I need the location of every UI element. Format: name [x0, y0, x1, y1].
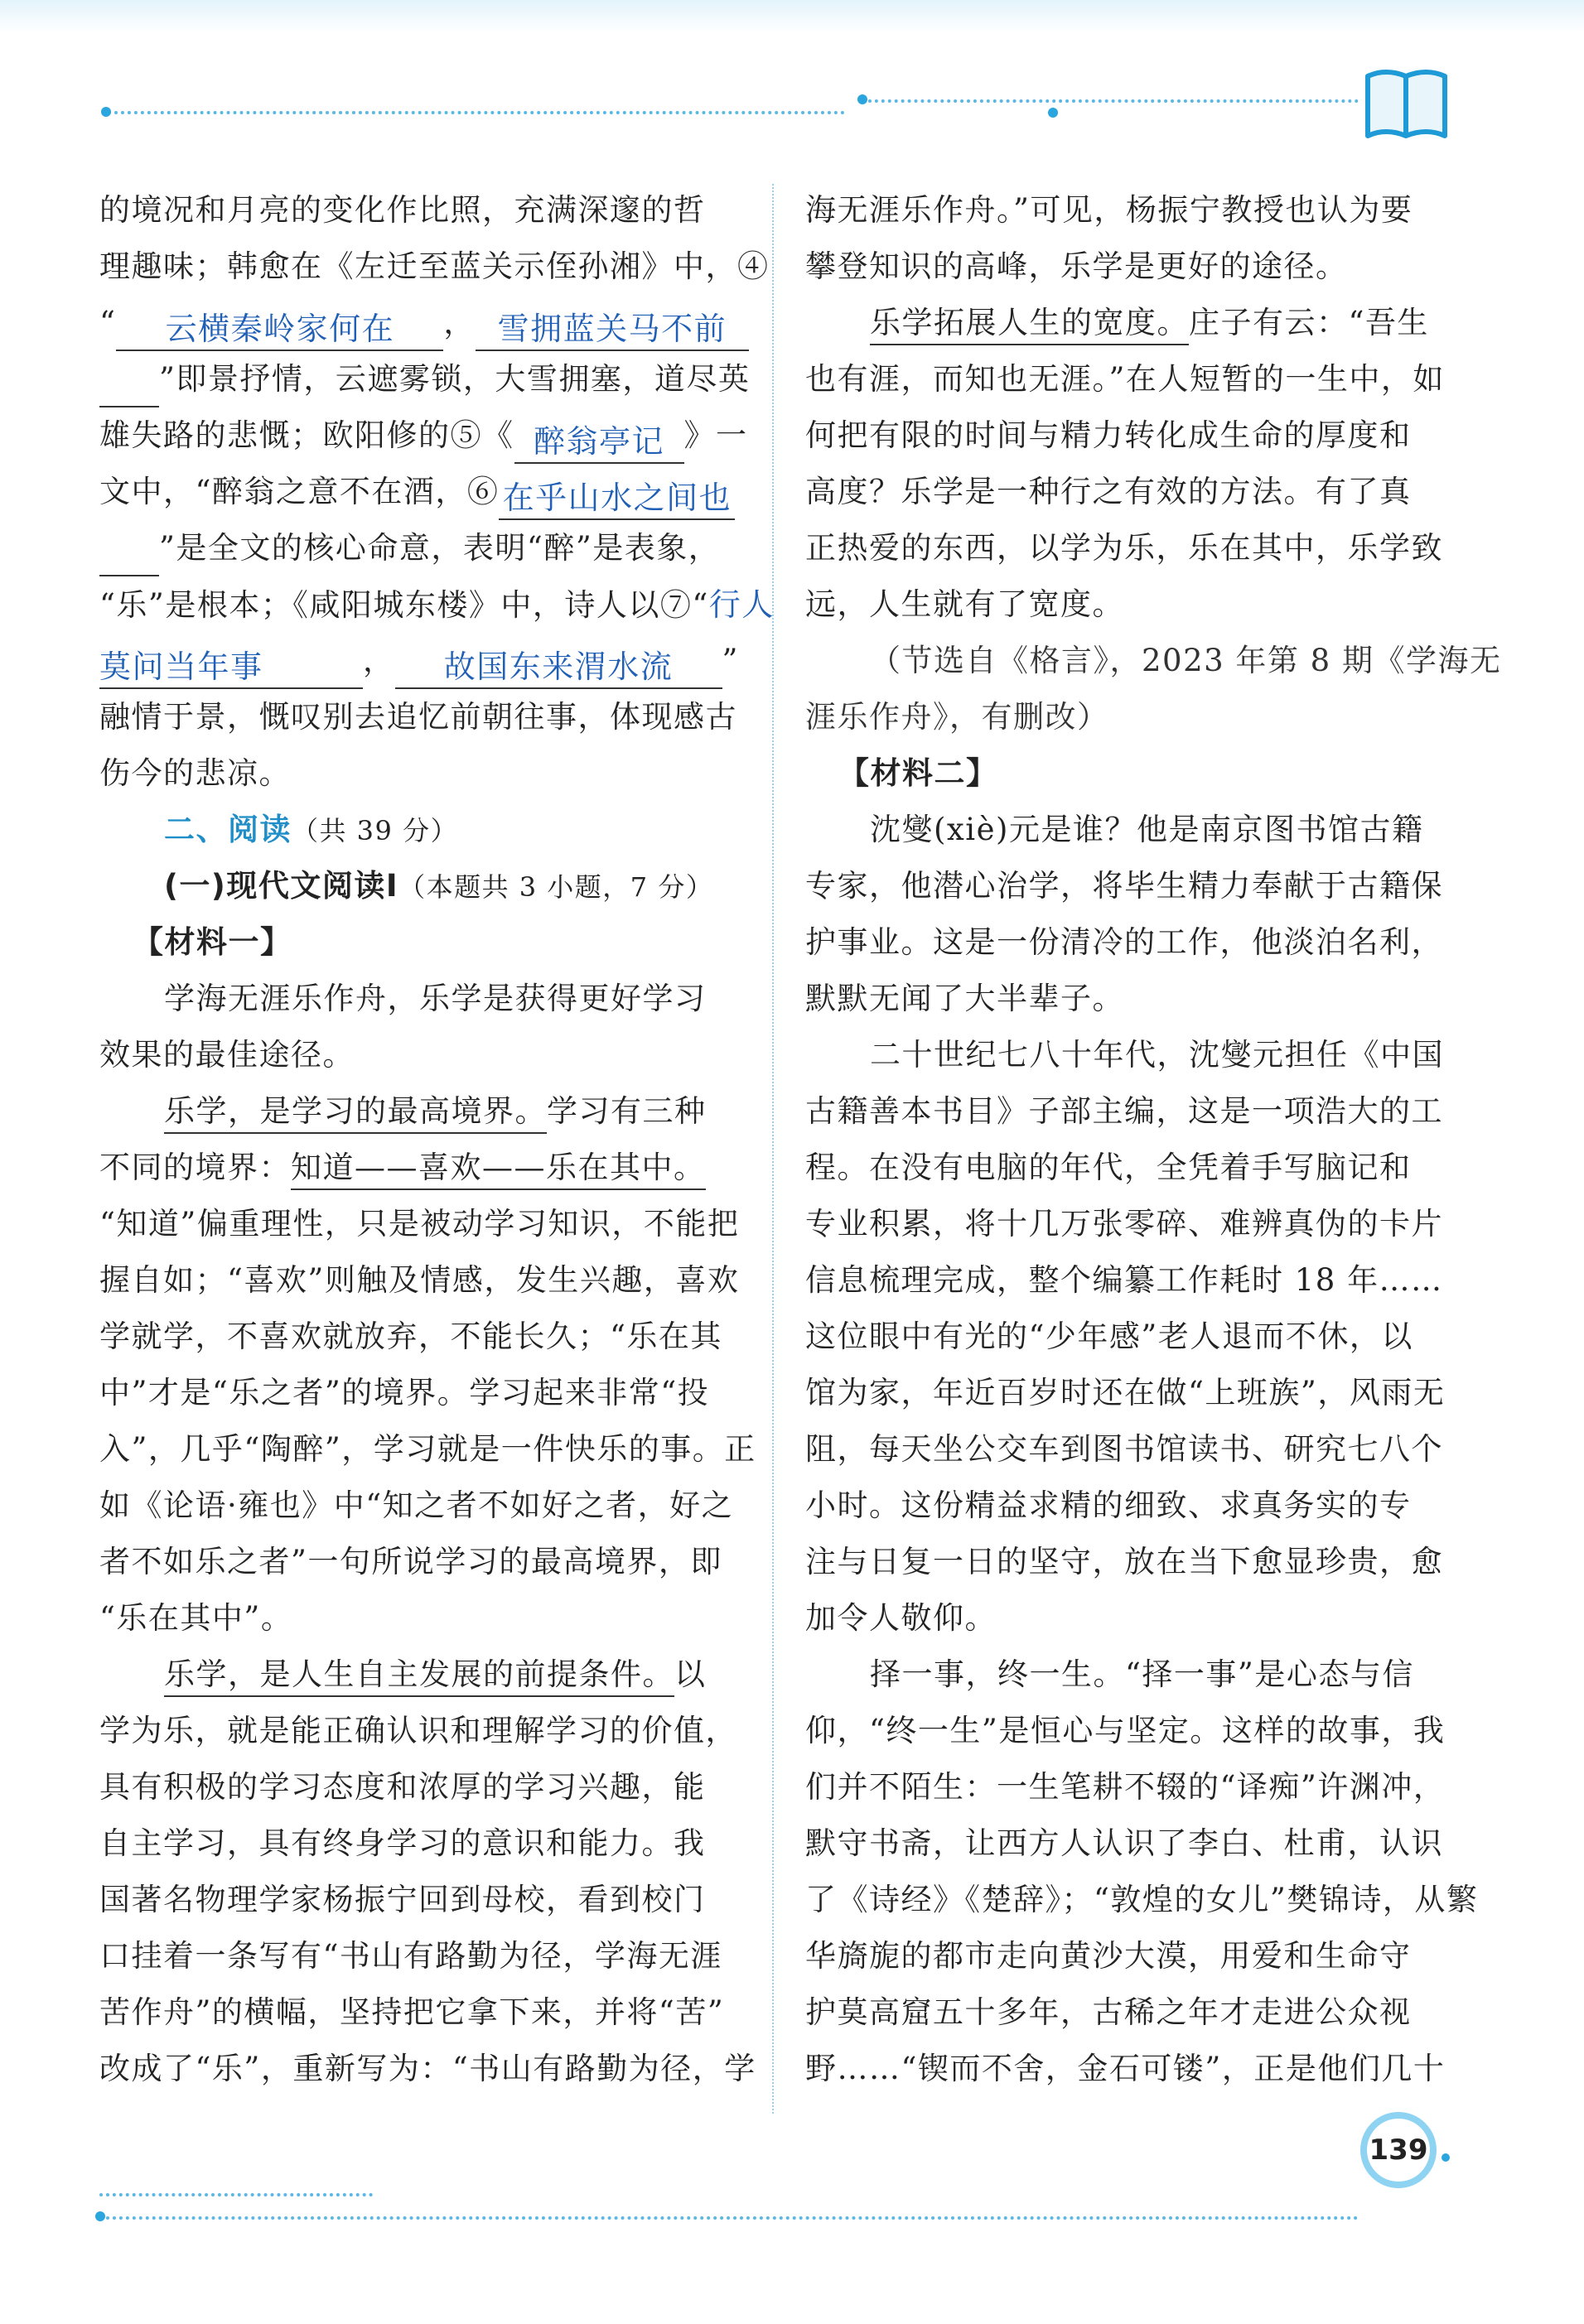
answer-line-5: 雄失路的悲慨；欧阳修的⑤《 醉翁亭记 》一 [99, 407, 762, 464]
material-label: 【材料一】 [133, 924, 292, 960]
text-line: 学就学，不喜欢就放弃，不能长久；“乐在其 [99, 1319, 722, 1354]
text-line: ”即景抒情，云遮雾锁，大雪拥塞，道尽英 [99, 351, 762, 407]
header-dot [1048, 108, 1058, 118]
text-line: 护莫高窟五十多年，古稀之年才走进公众视 [805, 1994, 1412, 2030]
underlined-thesis: 乐学，是学习的最高境界。 [164, 1093, 547, 1134]
text-line: 效果的最佳途径。 [99, 1037, 355, 1073]
text-line: 的境况和月亮的变化作比照，充满深邃的哲 [99, 192, 706, 228]
text-line: 默守书斋，让西方人认识了李白、杜甫，认识 [805, 1825, 1443, 1861]
text-line: 这位眼中有光的“少年感”老人退而不休，以 [805, 1319, 1413, 1354]
text-line: 野……“锲而不舍，金石可镂”，正是他们几十 [805, 2051, 1446, 2086]
text-line: 伤今的悲凉。 [99, 755, 291, 791]
text-line: 具有积极的学习态度和浓厚的学习兴趣，能 [99, 1769, 706, 1805]
footer-dotted-rule [99, 2193, 373, 2196]
text-line: 乐学，是学习的最高境界。学习有三种 [99, 1083, 762, 1140]
source-citation: 涯乐作舟》，有删改） [805, 699, 1109, 735]
subsection-heading: (一)现代文阅读Ⅰ（本题共 3 小题，7 分） [164, 868, 714, 904]
text-line: 融情于景，慨叹别去追忆前朝往事，体现感古 [99, 699, 737, 735]
text-line: 择一事，终一生。“择一事”是心态与信 [870, 1656, 1414, 1692]
text-line: 沈燮(xiè)元是谁？他是南京图书馆古籍 [870, 812, 1424, 847]
text-line: 攀登知识的高峰，乐学是更好的途径。 [805, 248, 1348, 284]
text-line: 口挂着一条写有“书山有路勤为径，学海无涯 [99, 1938, 722, 1974]
header-dot [101, 107, 111, 117]
text-line: 也有涯，而知也无涯。”在人短暂的一生中，如 [805, 361, 1445, 397]
answer-7a-part2: 莫问当年事 [99, 649, 263, 685]
text-line: 学海无涯乐作舟，乐学是获得更好学习 [164, 981, 707, 1016]
top-decor-band [0, 0, 1584, 33]
text-line: 莫问当年事 ， 故国东来渭水流 ” [99, 633, 762, 689]
text-line: 入”，几乎“陶醉”，学习就是一件快乐的事。正 [99, 1431, 756, 1467]
text-line: 国著名物理学家杨振宁回到母校，看到校门 [99, 1882, 706, 1917]
text-line: ”是全文的核心命意，表明“醉”是表象， [99, 520, 762, 576]
header-dot [857, 94, 867, 104]
text-line: 信息梳理完成，整个编纂工作耗时 18 年…… [805, 1262, 1443, 1298]
text-line: 护事业。这是一份清冷的工作，他淡泊名利， [805, 924, 1443, 960]
text-line: 不同的境界：知道——喜欢——乐在其中。 [99, 1140, 762, 1196]
text-line: 了《诗经》《楚辞》；“敦煌的女儿”樊锦诗，从繁 [805, 1882, 1479, 1917]
footer-dot [1442, 2153, 1450, 2162]
text-line: 小时。这份精益求精的细致、求真务实的专 [805, 1487, 1412, 1523]
text-line: 专家，他潜心治学，将毕生精力奉献于古籍保 [805, 868, 1443, 904]
underlined-thesis: 乐学拓展人生的宽度。 [870, 305, 1189, 345]
text-line: 握自如；“喜欢”则触及情感，发生兴趣，喜欢 [99, 1262, 740, 1298]
text-line: 理趣味；韩愈在《左迁至蓝关示侄孙湘》中，④ [99, 248, 770, 284]
text-line: “知道”偏重理性，只是被动学习知识，不能把 [99, 1206, 740, 1242]
text-line: 乐学拓展人生的宽度。庄子有云：“吾生 [805, 295, 1468, 351]
text-line: 加令人敬仰。 [805, 1600, 997, 1636]
column-divider [772, 184, 774, 2114]
answer-line-7: “乐”是根本；《咸阳城东楼》中，诗人以⑦“行人 [99, 586, 775, 623]
page-number-badge [1360, 2112, 1437, 2188]
answer-6: 在乎山水之间也 [502, 480, 732, 516]
text-line: 馆为家，年近百岁时还在做“上班族”，风雨无 [805, 1375, 1446, 1410]
answer-7b: 故国东来渭水流 [443, 649, 674, 685]
answer-4b: 雪拥蓝关马不前 [497, 311, 727, 347]
text-line: 如《论语·雍也》中“知之者不如好之者，好之 [99, 1487, 734, 1523]
text-line: 仰，“终一生”是恒心与坚定。这样的故事，我 [805, 1713, 1446, 1748]
answer-5: 醉翁亭记 [533, 423, 664, 460]
material-label: 【材料二】 [838, 755, 998, 791]
text-line: 乐学，是人生自主发展的前提条件。以 [99, 1647, 762, 1703]
footer-dot [95, 2211, 105, 2221]
text-line: 海无涯乐作舟。”可见，杨振宁教授也认为要 [805, 192, 1413, 228]
answer-4a: 云横秦岭家何在 [165, 311, 395, 347]
text-line: 自主学习，具有终身学习的意识和能力。我 [99, 1825, 706, 1861]
header-dotted-rule-left [108, 111, 845, 114]
text-line: 学为乐，就是能正确认识和理解学习的价值， [99, 1713, 737, 1748]
text-line: 者不如乐之者”一句所说学习的最高境界，即 [99, 1544, 722, 1579]
text-line: 注与日复一日的坚守，放在当下愈显珍贵，愈 [805, 1544, 1443, 1579]
text-line: 高度？乐学是一种行之有效的方法。有了真 [805, 474, 1412, 509]
text-line: 程。在没有电脑的年代，全凭着手写脑记和 [805, 1150, 1412, 1185]
text-line: 古籍善本书目》子部主编，这是一项浩大的工 [805, 1093, 1443, 1129]
right-column [805, 182, 1502, 2097]
text-line: 改成了“乐”，重新写为：“书山有路勤为径，学 [99, 2051, 756, 2086]
left-column [99, 182, 775, 2097]
answer-7a-part1: 行人 [708, 586, 775, 623]
underlined-thesis: 乐学，是人生自主发展的前提条件。 [164, 1656, 674, 1697]
text-line: 专业积累，将十几万张零碎、难辨真伪的卡片 [805, 1206, 1443, 1242]
footer-dotted-rule [99, 2216, 1359, 2220]
page-number: 139 [1367, 2119, 1430, 2182]
text-line: 中”才是“乐之者”的境界。学习起来非常“投 [99, 1375, 710, 1410]
text-line: 阻，每天坐公交车到图书馆读书、研究七八个 [805, 1431, 1443, 1467]
text-line: 正热爱的东西，以学为乐，乐在其中，乐学致 [805, 530, 1443, 566]
section-heading: 二、阅读（共 39 分） [164, 812, 459, 847]
text-line: 何把有限的时间与精力转化成生命的厚度和 [805, 417, 1412, 453]
text-line: 默默无闻了大半辈子。 [805, 981, 1124, 1016]
text-line: “乐在其中”。 [99, 1600, 293, 1636]
header-dotted-rule-right [862, 99, 1359, 103]
answer-line-6: 文中，“醉翁之意不在酒，⑥ 在乎山水之间也 [99, 464, 762, 520]
text-line: 们并不陌生：一生笔耕不辍的“译痴”许渊冲， [805, 1769, 1446, 1805]
text-line: 苦作舟”的横幅，坚持把它拿下来，并将“苦” [99, 1994, 725, 2030]
source-citation: （节选自《格言》，2023 年第 8 期《学海无 [870, 643, 1502, 678]
open-book-icon [1363, 65, 1450, 141]
text-line: 远，人生就有了宽度。 [805, 586, 1124, 622]
text-line: 二十世纪七八十年代，沈燮元担任《中国 [870, 1037, 1444, 1073]
answer-line-4: “ 云横秦岭家何在 ， 雪拥蓝关马不前 [99, 295, 762, 351]
text-line: 华旖旎的都市走向黄沙大漠，用爱和生命守 [805, 1938, 1412, 1974]
